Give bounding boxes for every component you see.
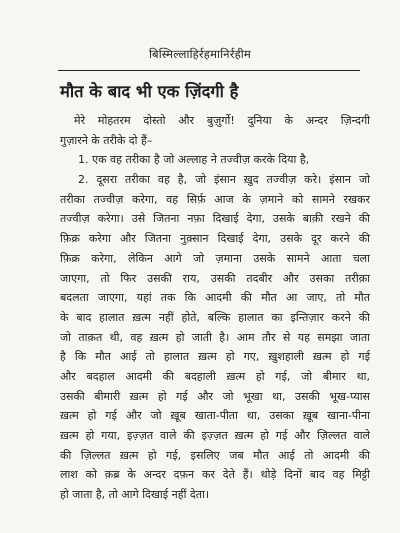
paragraph-line: 1. एक वह तरीका है जो अल्लाह ने तज्वीज़ करके दिया है, [78,153,310,167]
paragraph-line: ख़त्म हो गया, इज़्ज़त वाले की इज़्ज़त ख़त्म हो गई और ज़िल्लत वाले [60,429,370,442]
body-text [60,111,370,505]
paragraph-line: मेरे मोहतरम दोस्तो और बुज़ुर्गो! दुनिया के अन्दर ज़िन्दगी [74,114,370,127]
paragraph-line: तज्वीज़ करेगा। उसे जितना नफ़ा दिखाई देगा, उसके बाक़ी रखने की [60,212,370,226]
header-divider [58,70,360,71]
paragraph-line: फ़िक्र करेगा, लेकिन आगे जो ज़माना उसके सामने आता चला [60,251,370,265]
paragraph-line: फ़िक्र करेगा और जितना नुक़्सान दिखाई देगा, उसके दूर करने की [60,232,370,246]
paragraph-line: बदलता जाएगा, यहां तक कि आदमी की मौत आ जाए, तो मौत [60,291,370,305]
paragraph-line: है कि मौत आई तो हालात ख़त्म हो गए, ख़ुशहाली ख़त्म हो गई [60,350,370,364]
bismillah-header: बिस्मिल्लाहिर्रहमानिर्रहीम [148,47,251,61]
paragraph-line: के बाद हालात ख़त्म नहीं होते, बल्कि हालात का इन्तिज़ार करने की [60,310,370,324]
paragraph-line: जो ताक़त थी, वह ख़त्म हो जाती है। आम तौर से यह समझा जाता [60,330,370,344]
paragraph-line: लाश को क़ब्र के अन्दर दफ़न कर देते हैं। थोड़े दिनों बाद वह मिट्टी [60,468,370,482]
paragraph-line: ख़त्म हो गई और जो ख़ूब खाता-पीता था, उसका ख़ूब खाना-पीना [60,409,370,423]
chapter-title: मौत के बाद भी एक ज़िंदगी है [60,82,239,101]
paragraph-line: गुज़ारने के तरीके दो हैं– [60,133,153,147]
paragraph-line: जाएगा, तो फिर उसकी राय, उसकी तदबीर और उसका तरीक़ा [60,271,370,285]
paragraph-line: उसकी बीमारी ख़त्म हो गई और जो भूखा था, उसकी भूख-प्यास [60,389,370,403]
paragraph-line: हो जाता है, तो आगे दिखाई नहीं देता। [60,488,210,502]
paragraph-line: की ज़िल्लत ख़त्म हो गई, इसलिए जब मौत आई तो आदमी की [60,448,370,462]
paragraph-line: तरीका तज्वीज़ करेगा, वह सिर्फ़ आज के ज़माने को सामने रखकर [60,192,370,206]
paragraph-line: 2. दूसरा तरीका वह है, जो इंसान ख़ुद तज्वीज़ करे। इंसान जो [78,173,370,187]
paragraph-line: और बदहाल आदमी की बदहाली ख़त्म हो गई, जो बीमार था, [60,369,370,383]
